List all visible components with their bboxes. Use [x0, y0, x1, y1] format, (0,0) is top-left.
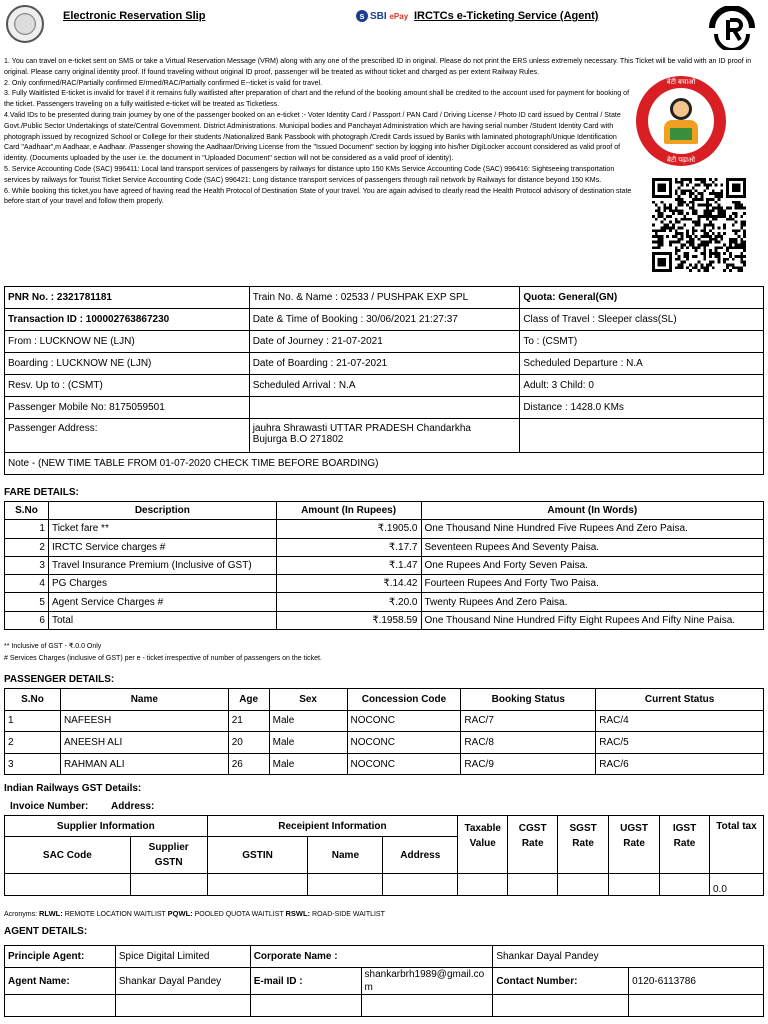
fare-amount-words: One Rupees And Forty Seven Paisa. — [421, 556, 764, 574]
acronyms-legend — [4, 909, 385, 918]
beti-padhao-text: बेटी पढ़ाओ — [666, 157, 696, 164]
passenger-name: NAFEESH — [60, 710, 228, 732]
concession-code: NOCONC — [347, 753, 461, 775]
rlwl-text: REMOTE LOCATION WAITLIST — [62, 911, 168, 918]
fare-amount-words: One Thousand Nine Hundred Fifty Eight Rupees And Fifty Nine Paisa. — [421, 611, 764, 629]
recipient-info-header: Receipient Information — [207, 816, 458, 837]
scheduled-arrival: Scheduled Arrival : N.A — [249, 375, 520, 397]
booking-status: RAC/9 — [461, 753, 596, 775]
fare-description: Travel Insurance Premium (Inclusive of GST) — [48, 556, 276, 574]
total-tax-header: Total tax — [709, 816, 763, 874]
travel-class: Class of Travel : Sleeper class(SL) — [520, 309, 764, 331]
column-header: Booking Status — [461, 689, 596, 711]
agent-name-label: Agent Name: — [5, 968, 116, 995]
sgst-rate-header: SGST Rate — [558, 816, 609, 874]
pnr-number: PNR No. : 2321781181 — [5, 287, 250, 309]
passenger-sex: Male — [269, 732, 347, 754]
concession-code: NOCONC — [347, 710, 461, 732]
sac-code-header: SAC Code — [5, 837, 131, 874]
fare-amount: ₹.14.42 — [276, 575, 421, 593]
table-row — [5, 611, 764, 629]
table-row — [5, 331, 764, 353]
contact-number-label: Contact Number: — [493, 968, 629, 995]
from-station: From : LUCKNOW NE (LJN) — [5, 331, 250, 353]
passenger-sno: 3 — [5, 753, 61, 775]
passenger-sex: Male — [269, 753, 347, 775]
boarding-station: Boarding : LUCKNOW NE (LJN) — [5, 353, 250, 375]
invoice-number-label: Invoice Number: — [10, 801, 89, 812]
table-header-row — [5, 502, 764, 520]
passenger-name: ANEESH ALI — [60, 732, 228, 754]
corporate-name-value: Shankar Dayal Pandey — [493, 946, 764, 968]
table-row — [5, 419, 764, 453]
column-header: S.No — [5, 689, 61, 711]
concession-code: NOCONC — [347, 732, 461, 754]
current-status: RAC/5 — [596, 732, 764, 754]
supplier-gstn-header: Supplier GSTN — [130, 837, 207, 874]
instruction-1: 1. You can travel on e-ticket sent on SMS or take a Virtual Reservation Message (VRM) along with any one of the prescribed ID in original. Please do not print the ERS unless extremely necessary. This Ticket will be valid with an ID proof in original. Please carry original identity proof. If found traveling without original ID proof, passenger will be treated as without ticket and charged as per extent Railway Rules. — [4, 57, 752, 76]
fare-table — [4, 501, 764, 630]
train-name: Train No. & Name : 02533 / PUSHPAK EXP SPL — [249, 287, 520, 309]
gst-details-title: Indian Railways GST Details: — [4, 783, 142, 794]
fare-amount-words: Twenty Rupees And Zero Paisa. — [421, 593, 764, 611]
address-line-2: Bujurga B.O 271802 — [252, 434, 344, 445]
quota: Quota: General(GN) — [520, 287, 764, 309]
column-header: Sex — [269, 689, 347, 711]
total-tax-value: 0.0 — [709, 874, 763, 896]
instruction-3: 3. Fully Waitlisted E-ticket is invalid for travel if it remains fully waitlisted after preparation of chart and the refund of the booking amount shall be credited to the account used for payment for booking of the ticket. Passengers traveling on a fully waitlisted e-ticket will be treated as Ticketless. — [4, 89, 630, 109]
current-status: RAC/6 — [596, 753, 764, 775]
address-label: Passenger Address: — [5, 419, 250, 453]
fare-amount: ₹.1905.0 — [276, 520, 421, 538]
table-row — [5, 753, 764, 775]
fare-amount-words: Seventeen Rupees And Seventy Paisa. — [421, 538, 764, 556]
table-header-row — [5, 689, 764, 711]
gstin-header: GSTIN — [207, 837, 308, 874]
pqwl-code: PQWL: — [167, 909, 193, 918]
sbi-subtext: ePay — [389, 12, 409, 21]
fare-amount-words: Fourteen Rupees And Forty Two Paisa. — [421, 575, 764, 593]
igst-rate-header: IGST Rate — [660, 816, 710, 874]
journey-date: Date of Journey : 21-07-2021 — [249, 331, 520, 353]
fare-amount: ₹.20.0 — [276, 593, 421, 611]
service-title: IRCTCs e-Ticketing Service (Agent) — [414, 10, 599, 22]
email-label: E-mail ID : — [250, 968, 361, 995]
fare-description: Total — [48, 611, 276, 629]
taxable-value-header: Taxable Value — [458, 816, 508, 874]
instruction-6: 6. While booking this ticket,you have agreed of having read the Health Protocol of Destination State of your travel. You are again advised to clearly read the Health Protocol advisory of destination state before start of your travel and follow them properly. — [4, 186, 632, 206]
timetable-note: Note - (NEW TIME TABLE FROM 01-07-2020 CHECK TIME BEFORE BOARDING) — [5, 453, 764, 475]
fare-amount: ₹.1.47 — [276, 556, 421, 574]
fare-sno: 5 — [5, 593, 49, 611]
table-row — [5, 710, 764, 732]
rswl-text: ROAD-SIDE WAITLIST — [310, 911, 385, 918]
agent-name-value: Shankar Dayal Pandey — [115, 968, 250, 995]
column-header: Amount (In Words) — [421, 502, 764, 520]
passenger-mobile: Passenger Mobile No: 8175059501 — [5, 397, 250, 419]
passenger-details-title: PASSENGER DETAILS: — [4, 674, 115, 685]
gst-address-label: Address: — [111, 801, 155, 812]
supplier-info-header: Supplier Information — [5, 816, 208, 837]
indian-railways-emblem-icon — [6, 5, 44, 43]
book-icon — [670, 128, 692, 140]
table-row — [5, 309, 764, 331]
column-header: Age — [228, 689, 269, 711]
column-header: Name — [60, 689, 228, 711]
fare-sno: 4 — [5, 575, 49, 593]
beti-bachao-text: बेटी बचाओ — [666, 79, 696, 86]
table-row — [5, 538, 764, 556]
fare-sno: 6 — [5, 611, 49, 629]
rlwl-code: RLWL: — [39, 909, 63, 918]
gst-inclusive-note: ** Inclusive of GST - ₹.0.0 Only — [4, 643, 102, 650]
table-row — [5, 287, 764, 309]
agent-details-title: AGENT DETAILS: — [4, 926, 88, 937]
girl-face-icon — [670, 98, 692, 120]
address-line-1: jauhra Shrawasti UTTAR PRADESH Chandarkha — [252, 423, 471, 434]
fare-description: Agent Service Charges # — [48, 593, 276, 611]
table-row — [5, 732, 764, 754]
passenger-age: 21 — [228, 710, 269, 732]
fare-amount: ₹.1958.59 — [276, 611, 421, 629]
fare-amount: ₹.17.7 — [276, 538, 421, 556]
fare-amount-words: One Thousand Nine Hundred Five Rupees And Zero Paisa. — [421, 520, 764, 538]
email-value: shankarbrh1989@gmail.com — [361, 968, 493, 995]
recipient-address-header: Address — [383, 837, 458, 874]
passenger-sex: Male — [269, 710, 347, 732]
qr-code-icon — [650, 178, 748, 272]
booking-status: RAC/8 — [461, 732, 596, 754]
ugst-rate-header: UGST Rate — [609, 816, 660, 874]
passenger-sno: 1 — [5, 710, 61, 732]
scheduled-departure: Scheduled Departure : N.A — [520, 353, 764, 375]
current-status: RAC/4 — [596, 710, 764, 732]
pqwl-text: POOLED QUOTA WAITLIST — [192, 911, 286, 918]
booking-status: RAC/7 — [461, 710, 596, 732]
instruction-5: 5. Service Accounting Code (SAC) 996411: Local land transport services of passengers by railways for distance upto 150 KMs Service Accounting Code (SAC) 996416: Sightseeing transportation services by railways for Tourist Ticket Service Accounting Code (SAC) 996421: Long distance transport services of passengers through rail network by Railways for distance beyond 150 KMs. — [4, 164, 615, 184]
table-row — [5, 353, 764, 375]
principal-agent-label: Principle Agent: — [5, 946, 116, 968]
beti-bachao-logo — [636, 76, 726, 166]
table-row — [5, 453, 764, 475]
passenger-age: 26 — [228, 753, 269, 775]
adult-child-count: Adult: 3 Child: 0 — [520, 375, 764, 397]
fare-description: Ticket fare ** — [48, 520, 276, 538]
transaction-id: Transaction ID : 100002763867230 — [5, 309, 250, 331]
booking-time: Date & Time of Booking : 30/06/2021 21:27:37 — [249, 309, 520, 331]
column-header: Concession Code — [347, 689, 461, 711]
rswl-code: RSWL: — [285, 909, 311, 918]
fare-sno: 1 — [5, 520, 49, 538]
table-header-row — [5, 816, 764, 837]
table-row — [5, 520, 764, 538]
service-charge-note: # Services Charges (inclusive of GST) per e - ticket irrespective of number of passengers on the ticket. — [4, 655, 322, 662]
corporate-name-label: Corporate Name : — [250, 946, 493, 968]
passenger-sno: 2 — [5, 732, 61, 754]
sbi-circle-icon: s — [356, 10, 368, 22]
fare-description: IRCTC Service charges # — [48, 538, 276, 556]
recipient-name-header: Name — [308, 837, 383, 874]
column-header: Amount (In Rupees) — [276, 502, 421, 520]
table-row — [5, 397, 764, 419]
table-row — [5, 556, 764, 574]
passenger-name: RAHMAN ALI — [60, 753, 228, 775]
slip-title: Electronic Reservation Slip — [63, 10, 206, 22]
fare-sno: 3 — [5, 556, 49, 574]
passenger-address — [249, 419, 520, 453]
irctc-logo-icon — [706, 6, 758, 50]
boarding-date: Date of Boarding : 21-07-2021 — [249, 353, 520, 375]
reservation-upto: Resv. Up to : (CSMT) — [5, 375, 250, 397]
sbi-text: SBI — [370, 11, 387, 22]
journey-info-table — [4, 286, 764, 475]
instruction-4: 4.Valid IDs to be presented during train journey by one of the passenger booked on an e-ticket :- Voter Identity Card / Passport / PAN Card / Driving License / Photo ID card issued by Central / State Govt./Public Sector Undertakings of state/Central Government. District Administrations. Municipal bodies and Panchayat Administration which are having serial number /Student Identity Card with photograph issued by recognized School or College for their students /Nationalized Bank Passbook with photograph /Credit Cards issued by Banks with laminated photograph/Unique Identification Card "Aadhaar",m Aadhaar, e Aadhaar. /Passenger showing the Aadhaar/Driving License from the "Issued Document" section by logging into his/her DigiLocker account considered as valid proof of identity. (Documents uploaded by the user i.e. the document in "Uploaded Document" section will not be considered as a valid proof of identity). — [4, 110, 621, 163]
contact-number-value: 0120-6113786 — [629, 968, 764, 995]
gst-table — [4, 815, 764, 896]
table-row — [5, 575, 764, 593]
table-row — [5, 968, 764, 995]
column-header: Description — [48, 502, 276, 520]
instruction-2: 2. Only confirmed/RAC/Partially confirmed E/rmed/RAC/Partially confirmed E--ticket is valid for travel. — [4, 78, 323, 87]
table-row — [5, 375, 764, 397]
sbi-logo — [356, 10, 408, 22]
passenger-table — [4, 688, 764, 775]
table-row — [5, 946, 764, 968]
table-row — [5, 593, 764, 611]
column-header: S.No — [5, 502, 49, 520]
passenger-age: 20 — [228, 732, 269, 754]
table-row — [5, 995, 764, 1017]
cgst-rate-header: CGST Rate — [508, 816, 558, 874]
distance: Distance : 1428.0 KMs — [520, 397, 764, 419]
fare-sno: 2 — [5, 538, 49, 556]
agent-table — [4, 945, 764, 1017]
principal-agent-value: Spice Digital Limited — [115, 946, 250, 968]
to-station: To : (CSMT) — [520, 331, 764, 353]
page-header — [0, 0, 768, 52]
table-row — [5, 874, 764, 896]
fare-description: PG Charges — [48, 575, 276, 593]
acronyms-label: Acronyms: — [4, 911, 40, 918]
fare-details-title: FARE DETAILS: — [4, 487, 79, 498]
column-header: Current Status — [596, 689, 764, 711]
